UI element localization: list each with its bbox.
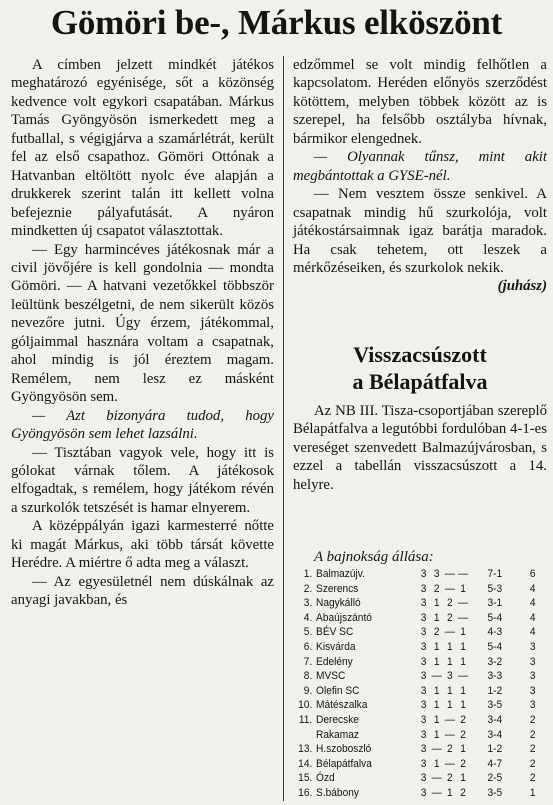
standings-cell-rank: 1. xyxy=(303,568,313,580)
standings-cell-l: 1 xyxy=(460,655,466,668)
paragraph: — Az egyesületnél nem dúskálnak az anyagi javakban, és xyxy=(11,573,274,609)
standings-cell-w: — xyxy=(431,670,442,683)
standings-cell-pts: 3 xyxy=(529,699,536,712)
standings-cell-p: 3 xyxy=(420,713,427,726)
standings-cell-score: 3-1 xyxy=(487,597,503,610)
standings-cell-score: 3-2 xyxy=(487,655,503,668)
standings-cell-pts: 4 xyxy=(529,611,536,624)
standings-cell-d: 1 xyxy=(447,786,453,799)
standings-cell-team: Szerencs xyxy=(316,582,359,595)
standings-cell-p: 3 xyxy=(420,568,427,580)
standings-cell-l: — xyxy=(457,611,469,624)
right-column xyxy=(293,56,547,296)
standings-cell-l: 1 xyxy=(460,772,466,785)
standings-cell-pts: 2 xyxy=(529,743,536,756)
standings-row xyxy=(293,640,536,655)
standings-cell-pts: 4 xyxy=(529,597,536,610)
standings-cell-p: 3 xyxy=(420,757,427,770)
standings-cell-team: Kisvárda xyxy=(316,640,356,653)
standings-cell-p: 3 xyxy=(420,626,427,639)
standings-cell-team: MVSC xyxy=(316,670,346,683)
standings-cell-rank: 8. xyxy=(303,670,313,683)
standings-cell-team: Nagykálló xyxy=(316,597,361,610)
paragraph: A középpályán igazi karmesterré nőtte ki magát Márkus, aki több társát követte Herédre. A miértre ő adta meg a választ. xyxy=(11,518,274,572)
standings-cell-p: 3 xyxy=(420,743,427,756)
standings-cell-d: 3 xyxy=(447,670,453,683)
standings-cell-l: 2 xyxy=(460,728,466,741)
standings-row xyxy=(293,655,536,670)
left-column xyxy=(11,56,274,610)
standings-row xyxy=(293,611,536,626)
standings-cell-w: 1 xyxy=(433,728,440,741)
standings-cell-score: 3-4 xyxy=(487,713,503,726)
standings-cell-w: 1 xyxy=(433,655,440,668)
standings-cell-team: Rakamaz xyxy=(316,728,359,741)
standings-cell-w: 1 xyxy=(433,757,440,770)
standings-cell-rank: 4. xyxy=(303,611,313,624)
standings-cell-rank: 2. xyxy=(303,582,313,595)
standings-cell-p: 3 xyxy=(420,670,427,683)
standings-cell-score: 1-2 xyxy=(487,743,503,756)
standings-cell-team: Olefin SC xyxy=(316,684,360,697)
standings-cell-w: 1 xyxy=(433,611,440,624)
standings-cell-rank: 6. xyxy=(303,640,313,653)
standings-row xyxy=(293,625,536,640)
standings-cell-l: — xyxy=(457,597,469,610)
article-headline: Gömöri be-, Márkus elköszönt xyxy=(50,3,503,42)
standings-cell-p: 3 xyxy=(420,640,427,653)
standings-cell-score: 4-7 xyxy=(487,757,503,770)
standings-cell-p: 3 xyxy=(420,786,427,799)
standings-cell-d: 1 xyxy=(447,655,453,668)
standings-cell-team: BÉV SC xyxy=(316,626,354,639)
standings-cell-p: 3 xyxy=(420,699,427,712)
standings-cell-p: 3 xyxy=(420,655,427,668)
standings-cell-l: — xyxy=(457,670,469,683)
standings-cell-rank: 9. xyxy=(303,684,313,697)
standings-row xyxy=(293,669,536,684)
sub-article-body xyxy=(293,402,547,494)
standings-cell-d: — xyxy=(444,713,455,726)
standings-row xyxy=(293,567,536,582)
standings-cell-p: 3 xyxy=(420,728,427,741)
sub-headline-line: Visszacsúszott xyxy=(353,342,487,367)
standings-cell-l: 1 xyxy=(460,582,466,595)
standings-cell-team: S.bábony xyxy=(316,786,359,799)
standings-table xyxy=(293,567,536,801)
standings-cell-rank xyxy=(293,728,316,743)
standings-cell-d: 2 xyxy=(447,611,453,624)
standings-cell-p: 3 xyxy=(420,684,427,697)
standings-cell-w: 1 xyxy=(433,597,440,610)
standings-row xyxy=(293,713,536,728)
paragraph-italic: — Olyannak tűnsz, mint akit megbántottak a GYSE-nél. xyxy=(293,149,547,184)
standings-cell-pts: 2 xyxy=(529,713,536,726)
standings-cell-l: 1 xyxy=(460,699,466,712)
standings-cell-w: 2 xyxy=(433,626,440,639)
standings-cell-w: — xyxy=(431,786,442,799)
standings-row xyxy=(293,728,536,743)
standings-cell-rank: 15. xyxy=(298,772,313,785)
byline: (juhász) xyxy=(497,278,547,295)
standings-cell-w: 3 xyxy=(433,568,440,580)
standings-cell-team: Bélapátfalva xyxy=(316,757,372,770)
sub-article-headline xyxy=(293,341,547,395)
standings-cell-d: — xyxy=(444,626,455,639)
standings-cell-d: 2 xyxy=(447,743,453,756)
standings-title: A bajnokság állása: xyxy=(314,549,434,565)
standings-row xyxy=(293,684,536,699)
standings-cell-score: 5-4 xyxy=(487,611,503,624)
standings-cell-team: Balmazújv. xyxy=(316,568,365,580)
standings-cell-pts: 3 xyxy=(529,640,536,653)
standings-cell-d: — xyxy=(444,728,455,741)
standings-cell-l: 1 xyxy=(460,626,466,639)
standings-cell-d: — xyxy=(444,582,455,595)
standings-cell-w: 1 xyxy=(433,684,440,697)
standings-cell-team: Abaújszántó xyxy=(316,611,372,624)
standings-cell-l: 1 xyxy=(460,743,466,756)
standings-cell-rank: 7. xyxy=(303,655,313,668)
standings-cell-pts: 6 xyxy=(529,568,536,580)
standings-cell-pts: 4 xyxy=(529,582,536,595)
standings-cell-score: 3-5 xyxy=(487,699,503,712)
standings-cell-team: Edelény xyxy=(316,655,353,668)
standings-cell-d: — xyxy=(444,757,455,770)
paragraph: — Nem vesztem össze senkivel. A csapatnak mindig hű szurkolója, volt játékostársaimnak igaz barátja maradok. Ha csak tehetem, ott leszek a mérkőzéseiken, és szurkolok nekik. xyxy=(293,186,547,276)
standings-cell-score: 3-3 xyxy=(487,670,503,683)
standings-row xyxy=(293,742,536,757)
standings-cell-rank: 11. xyxy=(298,713,313,726)
standings-cell-rank: 14. xyxy=(298,757,313,770)
standings-cell-w: 1 xyxy=(433,713,440,726)
standings-cell-score: 4-3 xyxy=(487,626,503,639)
standings-cell-l: 2 xyxy=(460,757,466,770)
standings-cell-pts: 3 xyxy=(529,670,536,683)
standings-cell-d: 1 xyxy=(447,640,453,653)
standings-cell-team: H.szoboszló xyxy=(316,743,372,756)
standings-cell-w: 1 xyxy=(433,640,440,653)
standings-cell-pts: 2 xyxy=(529,772,536,785)
standings-cell-score: 3-4 xyxy=(487,728,503,741)
standings-cell-score: 2-5 xyxy=(487,772,503,785)
standings-cell-team: Derecske xyxy=(316,713,359,726)
paragraph: A címben jelzett mindkét játékos meghatározó egyénisége, sőt a közönség kedvence volt egykori csapatában. Márkus Tamás Gyöngyösön ismerkedett meg a futballal, s végigjárva a szamárlétrát, került fel az első csapathoz. Gömöri Ottónak a Hatvanban eltöltött nyolc éve alapján a drukkerek szerint talán itt kellett volna befejeznie pályafutását. A nyáron mindketten új csapatot választottak. xyxy=(11,57,274,240)
standings-cell-team: Ózd xyxy=(316,772,335,785)
standings-cell-d: 2 xyxy=(447,772,453,785)
standings-cell-l: 1 xyxy=(460,684,466,697)
paragraph: — Tisztában vagyok vele, hogy itt is gólokat várnak tőlem. A játékosok elfogadtak, s remélem, hogy játékom révén a szurkolók tetszését is hamar elnyerem. xyxy=(11,444,274,516)
standings-cell-w: — xyxy=(431,743,442,756)
standings-cell-l: 1 xyxy=(460,640,466,653)
standings-cell-l: 2 xyxy=(460,713,466,726)
standings-cell-rank: 16. xyxy=(298,786,313,799)
standings-cell-rank: 13. xyxy=(298,743,313,756)
standings-cell-score: 3-5 xyxy=(487,786,503,799)
standings-cell-l: 2 xyxy=(460,786,466,799)
standings-cell-p: 3 xyxy=(420,772,427,785)
standings-cell-pts: 2 xyxy=(529,757,536,770)
standings-cell-pts: 4 xyxy=(529,626,536,639)
standings-cell-rank: 10. xyxy=(298,699,313,712)
standings-cell-rank: 5. xyxy=(303,626,313,639)
sub-headline-line: a Bélapátfalva xyxy=(352,369,488,394)
standings-cell-p: 3 xyxy=(420,582,427,595)
standings-cell-w: — xyxy=(431,772,442,785)
paragraph: edzőmmel se volt mindig felhőtlen a kapcsolatom. Heréden előnyös szerződést kötöttem, melyben többek között az is szerepel, ha felsőbb osztályba hívnak, bármikor elengednek. xyxy=(293,57,547,147)
standings-cell-d: 1 xyxy=(447,699,453,712)
standings-cell-score: 5-4 xyxy=(487,640,503,653)
standings-cell-l: — xyxy=(457,568,469,580)
standings-cell-score: 1-2 xyxy=(487,684,503,697)
standings-cell-score: 5-3 xyxy=(487,582,503,595)
paragraph: Az NB III. Tisza-csoportjában szereplő Bélapátfalva a legutóbbi fordulóban 4-1-es vereséget szenvedett Balmazújvárosban, s ezzel a tabellán visszacsúszott a 14. helyre. xyxy=(293,403,547,493)
standings-cell-d: 2 xyxy=(447,597,453,610)
standings-row xyxy=(293,771,536,786)
column-divider xyxy=(283,56,284,801)
standings-cell-w: 1 xyxy=(433,699,440,712)
standings-cell-pts: 2 xyxy=(529,728,536,741)
standings-row xyxy=(293,596,536,611)
standings-row xyxy=(293,757,536,772)
standings-cell-d: — xyxy=(444,568,455,580)
paragraph-italic: — Azt bizonyára tudod, hogy Gyöngyösön sem lehet lazsálni. xyxy=(11,407,274,443)
standings-cell-rank: 3. xyxy=(303,597,313,610)
standings-cell-d: 1 xyxy=(447,684,453,697)
standings-cell-pts: 3 xyxy=(529,684,536,697)
standings-cell-w: 2 xyxy=(433,582,440,595)
standings-cell-score: 7-1 xyxy=(487,568,503,580)
standings-cell-p: 3 xyxy=(420,611,427,624)
standings-row xyxy=(293,698,536,713)
standings-cell-pts: 1 xyxy=(529,786,536,799)
standings-row xyxy=(293,786,536,801)
standings-cell-p: 3 xyxy=(420,597,427,610)
standings-row xyxy=(293,582,536,597)
standings-cell-pts: 3 xyxy=(529,655,536,668)
paragraph: — Egy harmincéves játékosnak már a civil jövőjére is kell gondolnia — mondta Gömöri. — A hatvani vezetőkkel többször leültünk beszélgetni, de nem sikerült közös nevezőre jutni. Úgy érzem, játékommal, góljaimmal hasznára voltam a csapatnak, ahol mindig is jól éreztem magam. Remélem, nem lesz ez másként Gyöngyösön sem. xyxy=(11,241,274,406)
standings-cell-team: Mátészalka xyxy=(316,699,368,712)
